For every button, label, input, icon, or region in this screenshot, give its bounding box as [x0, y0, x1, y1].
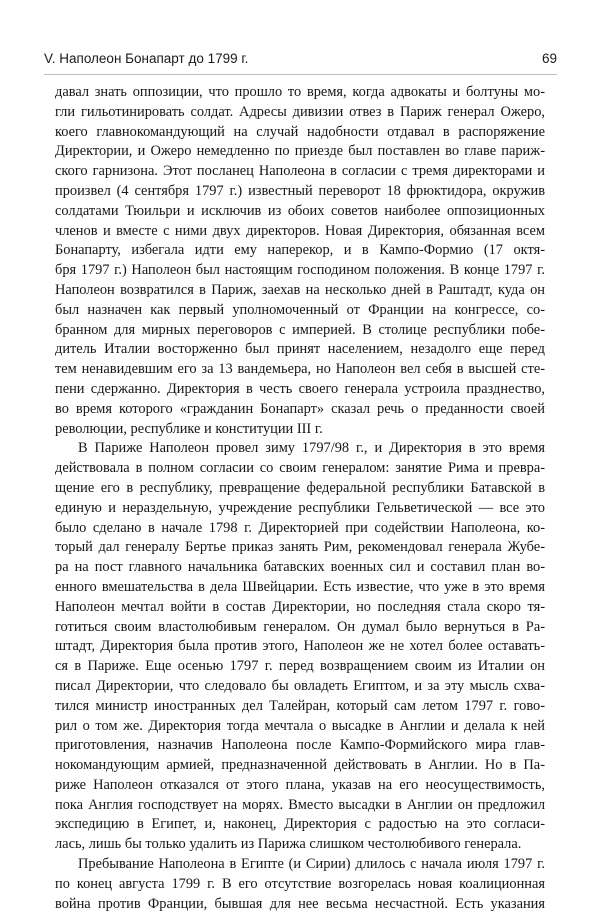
text-line: коего главнокомандующий на случай надобности отдавал в распоряжение	[55, 123, 545, 140]
body-text	[55, 83, 545, 914]
text-line: членов и вместе с ними двух директоров. Новая Директория, обязанная всем	[55, 222, 545, 239]
text-line: произвел (4 сентября 1797 г.) известный переворот 18 фрюктидора, окружив	[55, 182, 545, 199]
text-line: рил о том же. Директория тогда мечтала о высадке в Англии и делала к ней	[55, 717, 545, 734]
running-head	[44, 51, 557, 69]
text-line: пени сдержанно. Директория в честь своего генерала устроила празднество,	[55, 380, 545, 397]
text-line: ского гарнизона. Этот посланец Наполеона в согласии с тремя директорами и	[55, 163, 545, 180]
text-line: щение его в республику, превращение федеральной республики Батавской в	[55, 479, 545, 496]
chapter-running-title: V. Наполеон Бонапарт до 1799 г.	[44, 51, 249, 66]
text-line: торый дал генералу Бертье приказ занять Рим, рекомендовал генерала Жубе-	[55, 539, 545, 556]
text-line: революции, республике и конституции III г.	[55, 420, 323, 437]
text-line: готиться своим властолюбивым генералом. Он думал было вернуться в Ра-	[55, 618, 545, 635]
text-line: гли гильотинировать солдат. Адресы дивизии отвез в Париж генерал Ожеро,	[55, 103, 545, 120]
text-line: давал знать оппозиции, что прошло то время, когда адвокаты и болтуны мо-	[55, 84, 545, 100]
text-line: Директории, и Ожеро немедленно по приезде был поставлен во главе париж-	[55, 143, 545, 160]
text-line: Наполеон возвратился в Париж, заехав на несколько дней в Раштадт, куда он	[55, 281, 545, 298]
text-line: лась, лишь бы только удалить из Парижа слишком честолюбивого генерала.	[55, 836, 522, 853]
text-line: был назначен как первый уполномоченный от Франции на конгрессе, со-	[55, 301, 545, 318]
text-line: по конец августа 1799 г. В его отсутствие возгорелась новая коалиционная	[55, 875, 545, 892]
text-line: пока Англия господствует на морях. Вместо высадки в Англии он предложил	[55, 796, 545, 813]
text-line: ся в Париже. Еще осенью 1797 г. перед возвращением своим из Италии он	[55, 658, 545, 675]
text-line: единую и нераздельную, учреждение республики Гельветической — все это	[55, 499, 545, 516]
text-line: тем ненавидевшим его за 13 вандемьера, но Наполеон вел себя в высшей сте-	[55, 361, 545, 378]
text-line: приготовления, назначив Наполеона после Кампо-Формийского мира глав-	[55, 737, 545, 754]
text-line: риже Наполеон отказался от этого плана, указав на его неосуществимость,	[55, 776, 545, 793]
text-line: война против Франции, бывшая для нее весьма несчастной. Есть указания	[55, 895, 545, 912]
text-line: бранном для мирных переговоров с империей. В столице республики побе-	[55, 321, 545, 338]
text-line: Пребывание Наполеона в Египте (и Сирии) длилось с начала июля 1797 г.	[78, 856, 545, 873]
text-line: экспедицию в Египет, и, наконец, Директория с радостью на это согласи-	[55, 816, 545, 833]
text-line: енного вмешательства в дела Швейцарии. Есть известие, что уже в это время	[55, 578, 545, 595]
text-line: нокомандующим армией, предназначенной действовать в Англии. Но в Па-	[55, 757, 545, 774]
text-line: дитель Италии восторженно был принят населением, незадолго еще перед	[55, 341, 545, 358]
text-line: Наполеон мечтал войти в состав Директории, но последняя стала скоро тя-	[55, 598, 545, 615]
text-line: ра на пост главного начальника батавских военных сил и составил план во-	[55, 559, 545, 576]
text-line: действовала в полном согласии со своим генералом: занятие Рима и превра-	[55, 460, 545, 477]
text-line: писал Директории, что следовало бы овладеть Египтом, и за эту мысль схва-	[55, 677, 545, 694]
text-line: солдатами Тюильри и исключив из обоих советов наиболее оппозиционных	[55, 202, 545, 219]
text-line: было сделано в начале 1798 г. Директорией при содействии Наполеона, ко-	[55, 519, 545, 536]
text-line: Бонапарту, избегала идти ему наперекор, и в Кампо-Формио (17 октя-	[55, 242, 545, 259]
text-line: во время которого «гражданин Бонапарт» сказал речь о преданности своей	[55, 400, 545, 417]
text-line: тился министр иностранных дел Талейран, который сам летом 1797 г. гово-	[55, 697, 545, 714]
text-line: В Париже Наполеон провел зиму 1797/98 г., и Директория в это время	[78, 440, 545, 457]
text-line: штадт, Директория была против этого, Наполеон же не хотел более оставать-	[55, 638, 545, 655]
text-line: бря 1797 г.) Наполеон был настоящим господином положения. В конце 1797 г.	[55, 262, 545, 279]
header-rule	[44, 74, 557, 75]
page-number: 69	[541, 51, 557, 66]
